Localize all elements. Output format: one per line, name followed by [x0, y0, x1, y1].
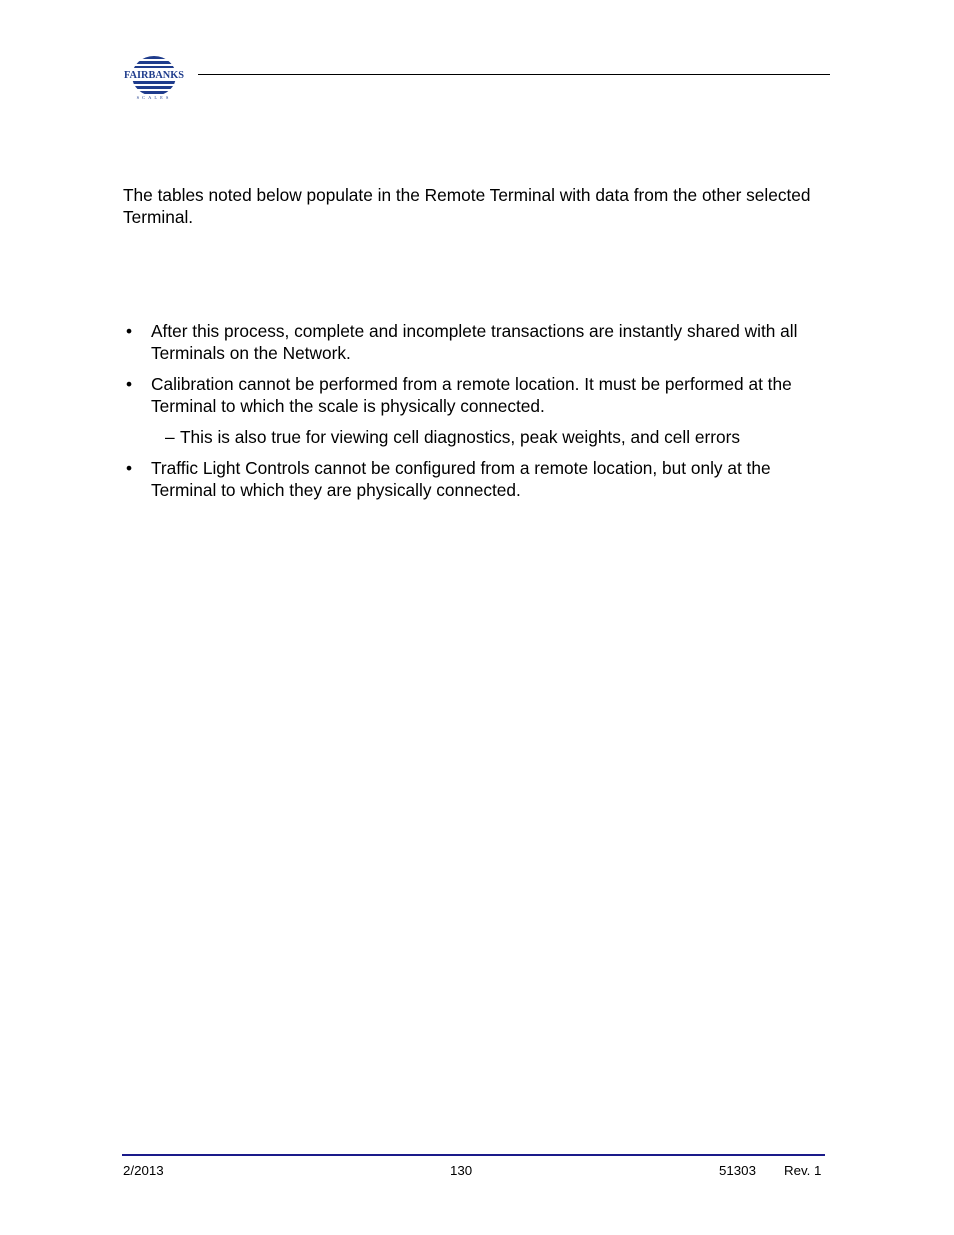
bullet-icon: • — [125, 458, 133, 478]
intro-paragraph: The tables noted below populate in the Remote Terminal with data from the other selected Terminal. — [123, 185, 811, 227]
list-item — [123, 457, 833, 501]
sub-list-item — [123, 426, 833, 448]
footer-rule — [122, 1154, 825, 1156]
list-item-text: After this process, complete and incomplete transactions are instantly shared with all Terminals on the Network. — [151, 321, 798, 363]
header-rule — [198, 74, 830, 75]
dash-icon: – — [165, 427, 175, 447]
notes-list — [123, 320, 833, 510]
footer-page-number: 130 — [450, 1163, 473, 1178]
list-item — [123, 320, 833, 364]
logo-sub-text: SCALES — [136, 95, 172, 100]
list-item-text: Traffic Light Controls cannot be configured from a remote location, but only at the Terminal to which they are physically connected. — [151, 458, 771, 500]
fairbanks-logo — [122, 54, 186, 100]
footer-doc-number: 51303 — [719, 1163, 756, 1178]
logo-brand-text: FAIRBANKS — [124, 70, 185, 81]
list-item — [123, 373, 833, 417]
bullet-icon: • — [125, 374, 133, 394]
footer-revision: Rev. 1 — [784, 1163, 822, 1178]
footer-date: 2/2013 — [123, 1163, 164, 1178]
sub-list-item-text: This is also true for viewing cell diagnostics, peak weights, and cell errors — [180, 427, 740, 447]
bullet-icon: • — [125, 321, 133, 341]
list-item-text: Calibration cannot be performed from a remote location. It must be performed at the Terminal to which the scale is physically connected. — [151, 374, 792, 416]
